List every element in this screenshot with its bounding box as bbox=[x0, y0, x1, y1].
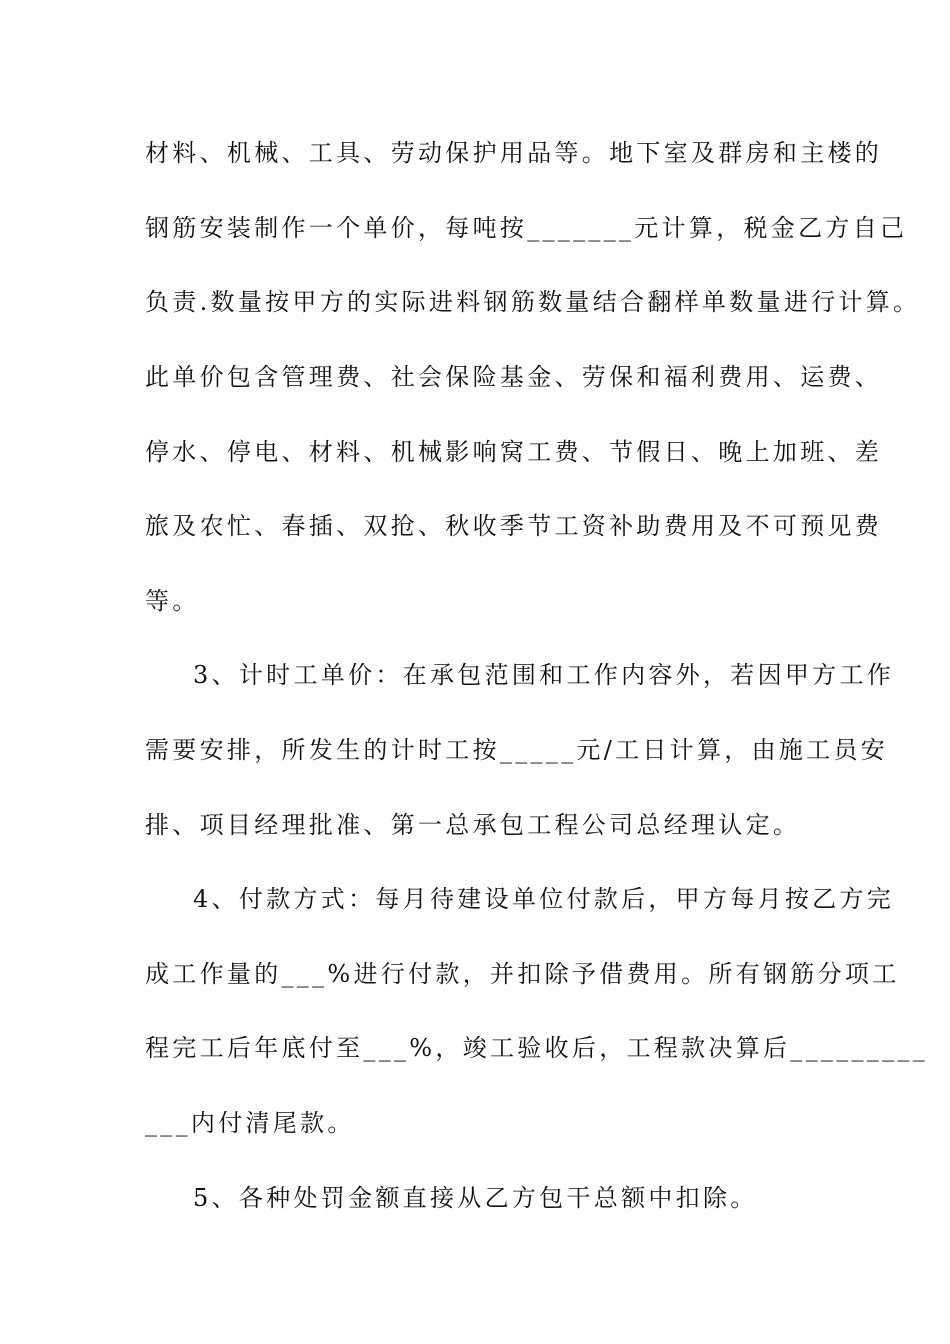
clause-4-line-3: 程完工后年底付至___%，竣工验收后，工程款决算后_________ bbox=[145, 1034, 929, 1062]
clause-3-line-1: 3、计时工单价：在承包范围和工作内容外，若因甲方工作 bbox=[193, 661, 895, 689]
clause-5-line-1: 5、各种处罚金额直接从乙方包干总额中扣除。 bbox=[193, 1184, 758, 1212]
clause-3-line-3: 排、项目经理批准、第一总承包工程公司总经理认定。 bbox=[145, 811, 801, 839]
clause-4-line-4: ___内付清尾款。 bbox=[145, 1109, 355, 1137]
paragraph-line-1: 材料、机械、工具、劳动保护用品等。地下室及群房和主楼的 bbox=[145, 139, 883, 167]
paragraph-line-3: 负责.数量按甲方的实际进料钢筋数量结合翻样单数量进行计算。 bbox=[145, 288, 921, 316]
clause-4-line-2: 成工作量的___%进行付款，并扣除予借费用。所有钢筋分项工 bbox=[145, 960, 900, 988]
paragraph-line-7: 等。 bbox=[145, 587, 200, 615]
paragraph-line-4: 此单价包含管理费、社会保险基金、劳保和福利费用、运费、 bbox=[145, 363, 883, 391]
paragraph-line-5: 停水、停电、材料、机械影响窝工费、节假日、晚上加班、差 bbox=[145, 438, 883, 466]
clause-3-line-2: 需要安排，所发生的计时工按_____元/工日计算，由施工员安 bbox=[145, 736, 889, 764]
clause-4-line-1: 4、付款方式：每月待建设单位付款后，甲方每月按乙方完 bbox=[193, 885, 895, 913]
paragraph-line-2: 钢筋安装制作一个单价，每吨按_______元计算，税金乙方自己 bbox=[145, 214, 908, 242]
paragraph-line-6: 旅及农忙、春插、双抢、秋收季节工资补助费用及不可预见费 bbox=[145, 512, 883, 540]
